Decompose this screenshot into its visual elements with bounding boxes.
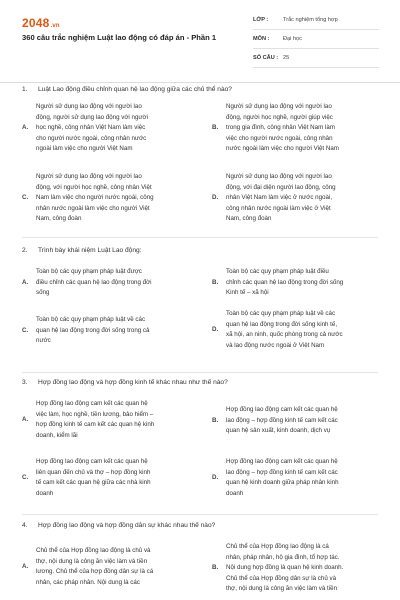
option-line: quan hệ lao động trong đời sống trong cả	[36, 326, 150, 334]
meta-row-class	[253, 11, 379, 30]
question-header	[22, 379, 228, 386]
logo-main: 2048	[22, 16, 50, 30]
question-number: 3.	[22, 379, 28, 386]
option-line: quan hệ lao động trong đời sống kinh tế,	[226, 320, 338, 328]
question-number: 1.	[22, 86, 28, 93]
option-letter: A.	[22, 415, 29, 423]
option-line: lương. Chủ thể của hợp đồng dân sự là cá	[36, 568, 154, 576]
option-line: nhân, pháp nhân, hộ gia đình, tổ hợp tác.	[226, 553, 340, 561]
meta-label: SỐ CÂU :	[253, 55, 279, 61]
option-letter: B.	[212, 278, 219, 286]
option-d[interactable]	[212, 172, 382, 225]
option-line: nhân nước ngoài làm việc cho người Việt	[36, 204, 150, 212]
option-line: lao động – hợp đồng kinh tế cam kết các	[226, 416, 338, 424]
option-line: việc cho người nước ngoài, công nhân	[226, 134, 333, 142]
option-line: thợ, nội dung là công ăn việc làm và tiền	[226, 585, 338, 593]
question-header	[22, 86, 232, 93]
option-letter: C.	[22, 194, 29, 202]
option-line: Nội dung hợp đồng là quan hệ kinh doanh.	[226, 564, 344, 572]
option-letter: B.	[212, 416, 219, 424]
option-line: việc làm, học nghề, tiền lương, bảo hiểm –	[36, 410, 154, 418]
question-header	[22, 247, 142, 254]
meta-row-subject	[253, 30, 379, 49]
logo-suffix: .vn	[50, 23, 60, 29]
option-c[interactable]	[22, 172, 202, 225]
question-text: Trình bày khái niệm Luật Lao động:	[38, 247, 142, 254]
question-header	[22, 522, 215, 529]
option-line: Chủ thể của Hợp đồng lao động là chủ và	[36, 547, 151, 554]
option-line: ngoài làm việc cho người Việt Nam	[36, 145, 133, 153]
option-line: hợp đồng kinh tế cam kết các quan hệ kinh	[36, 421, 155, 429]
option-b[interactable]	[212, 102, 382, 155]
option-line: Chủ thể của Hợp đồng lao động là cá	[226, 543, 329, 550]
option-line: chỉnh các quan hệ lao động trong đời sống	[226, 278, 344, 286]
option-line: Toàn bộ các quy phạm pháp luật về các	[226, 310, 336, 317]
option-line: nước ngoài làm việc cho người Việt Nam	[226, 145, 339, 153]
option-letter: D.	[212, 194, 219, 202]
option-line: doanh	[226, 489, 244, 497]
option-line: Người sử dụng lao động với người lao	[36, 103, 142, 110]
option-line: nhân, các pháp nhân. Nội dung là các	[36, 578, 140, 586]
option-line: trong gia đình, công nhân Việt Nam làm	[226, 124, 335, 132]
meta-label: MÔN :	[253, 36, 270, 42]
meta-label: LỚP :	[253, 17, 269, 23]
option-line: nhân Việt Nam làm việc ở nước ngoài,	[226, 194, 333, 202]
option-letter: D.	[212, 325, 219, 333]
option-letter: B.	[212, 564, 219, 572]
option-line: điều chỉnh các quan hệ lao động trong đời	[36, 278, 152, 286]
site-logo[interactable]	[22, 16, 60, 30]
meta-row-count	[253, 49, 379, 68]
option-line: thợ, nội dung là công ăn việc làm và tiền	[36, 557, 148, 565]
option-line: công nhân nước ngoài làm việc ở Việt	[226, 204, 331, 212]
option-d[interactable]	[212, 457, 382, 499]
option-line: doanh, kiểm lãi	[36, 431, 78, 439]
meta-value: Đại học	[283, 36, 302, 42]
option-line: quan hệ kinh doanh giữa pháp nhân kinh	[226, 479, 339, 487]
option-line: động, người sử dụng lao động với người	[36, 113, 148, 121]
option-line: cho người nước ngoài, công nhân nước	[36, 134, 147, 142]
question-number: 2.	[22, 247, 28, 254]
document-header	[0, 0, 400, 83]
option-line: Người sử dụng lao động với người lao	[226, 103, 332, 110]
option-letter: D.	[212, 473, 219, 481]
option-line: Người sử dụng lao động với người lao	[226, 173, 332, 180]
question-text: Luật Lao động điều chỉnh quan hệ lao động giữa các chủ thể nào?	[38, 86, 232, 93]
option-c[interactable]	[22, 457, 202, 499]
option-c[interactable]	[22, 315, 202, 347]
option-b[interactable]	[212, 267, 382, 299]
option-line: Toàn bộ các quy phạm pháp luật về các	[36, 316, 146, 323]
option-line: Toàn bộ các quy phạm pháp luật điều	[226, 268, 329, 275]
option-line: sống	[36, 289, 50, 297]
option-line: tế cam kết các quan hệ giữa các nhà kinh	[36, 479, 151, 487]
document-meta	[253, 11, 379, 68]
option-line: Nam, công đoàn	[226, 215, 272, 223]
option-letter: A.	[22, 562, 29, 570]
question-divider	[22, 514, 378, 515]
option-d[interactable]	[212, 309, 382, 351]
option-line: liên quan đến chủ và thợ – hợp đồng kinh	[36, 468, 151, 476]
option-line: doanh	[36, 489, 54, 497]
option-line: động, với đại diện người lao động, công	[226, 183, 336, 191]
option-line: Kinh tế – xã hội	[226, 289, 269, 297]
document-title: 360 câu trắc nghiệm Luật lao động có đáp án - Phần 1	[22, 33, 217, 42]
option-line: Toàn bộ các quy phạm pháp luật được	[36, 268, 142, 275]
question-text: Hợp đồng lao động và hợp đồng kinh tế khác nhau như thế nào?	[38, 379, 228, 386]
option-letter: C.	[22, 473, 29, 481]
option-line: quan hệ sản xuất, kinh doanh, dịch vụ	[226, 427, 331, 435]
option-a[interactable]	[22, 546, 202, 588]
option-line: Hợp đồng lao động cam kết các quan hệ	[226, 458, 338, 465]
option-line: lao động – hợp đồng kinh tế cam kết các	[226, 468, 338, 476]
option-a[interactable]	[22, 102, 202, 155]
option-b[interactable]	[212, 405, 382, 437]
option-line: học nghề, công nhân Việt Nam làm việc	[36, 124, 146, 132]
option-line: động, người học nghề, người giúp việc	[226, 113, 333, 121]
option-letter: A.	[22, 124, 29, 132]
option-line: Người sử dụng lao động với người lao	[36, 173, 142, 180]
option-line: Hợp đồng lao động cam kết các quan hệ	[226, 406, 338, 413]
option-line: Hợp đồng lao động cam kết các quan hệ	[36, 400, 148, 407]
option-line: Nam, công đoàn	[36, 215, 82, 223]
option-letter: C.	[22, 326, 29, 334]
option-b[interactable]	[212, 542, 382, 595]
meta-value: Trắc nghiệm tổng hợp	[283, 17, 338, 23]
option-line: xã hội, an ninh, quốc phòng trong cả nước	[226, 331, 343, 339]
question-text: Hợp đồng lao động và hợp đồng dân sự khác nhau thế nào?	[38, 522, 216, 529]
option-line: nước	[36, 337, 51, 345]
option-line: Hợp đồng lao động cam kết các quan hệ	[36, 458, 148, 465]
meta-value: 25	[283, 55, 290, 61]
question-number: 4.	[22, 522, 28, 529]
option-a[interactable]	[22, 267, 202, 299]
option-letter: B.	[212, 124, 219, 132]
option-line: động, với người học nghề, công nhân Việt	[36, 183, 152, 191]
option-letter: A.	[22, 278, 29, 286]
option-line: Chủ thể của Hợp đồng dân sự là chủ và	[226, 574, 337, 582]
option-line: Nam làm việc cho người nước ngoài, công	[36, 194, 154, 202]
option-a[interactable]	[22, 399, 202, 441]
question-divider	[22, 372, 378, 373]
question-divider	[22, 237, 378, 238]
option-line: và lao động nước ngoài ở Việt Nam	[226, 341, 325, 349]
